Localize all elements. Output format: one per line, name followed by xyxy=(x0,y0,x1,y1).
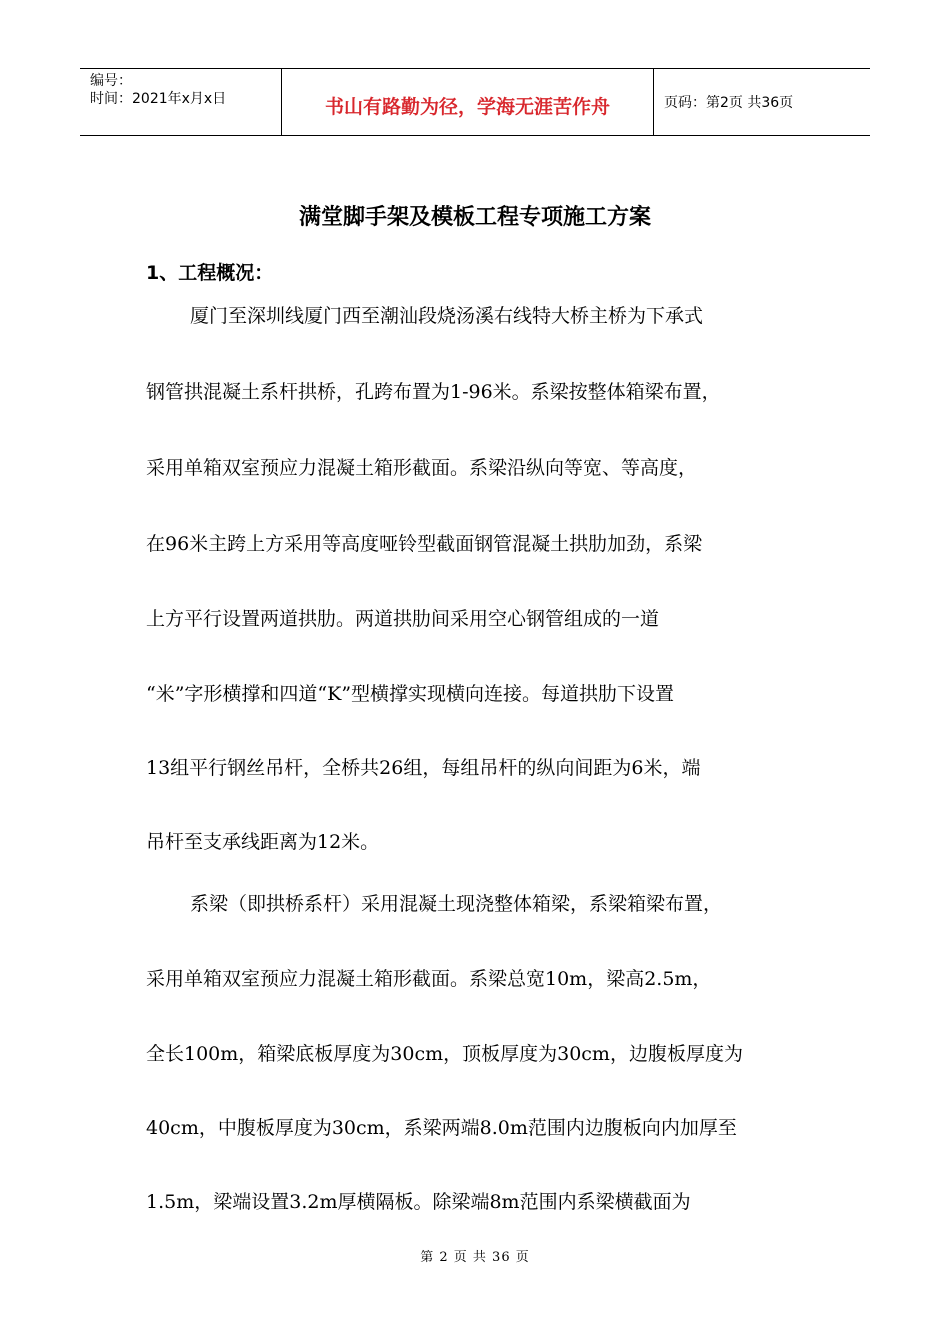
document-time-label: 时间：2021年x月x日 xyxy=(90,91,227,107)
body-line: 钢管拱混凝土系杆拱桥，孔跨布置为1-96米。系梁按整体箱梁布置， xyxy=(146,381,721,403)
body-line: 系梁（即拱桥系杆）采用混凝土现浇整体箱梁，系梁箱梁布置， xyxy=(190,893,723,915)
document-number-label: 编号： xyxy=(90,73,132,89)
section-heading: 1、工程概况： xyxy=(146,262,274,284)
body-line: 40cm，中腹板厚度为30cm，系梁两端8.0m范围内边腹板向内加厚至 xyxy=(146,1117,737,1139)
header-meta-cell xyxy=(80,69,282,135)
body-line: 在96米主跨上方采用等高度哑铃型截面钢管混凝土拱肋加劲，系梁 xyxy=(146,533,703,555)
body-line: 1.5m，梁端设置3.2m厚横隔板。除梁端8m范围内系梁横截面为 xyxy=(146,1191,691,1213)
header-table xyxy=(80,68,870,136)
header-motto: 书山有路勤为径，学海无涯苦作舟 xyxy=(282,69,654,135)
document-title: 满堂脚手架及模板工程专项施工方案 xyxy=(298,205,651,230)
body-line: 13组平行钢丝吊杆，全桥共26组，每组吊杆的纵向间距为6米，端 xyxy=(146,757,701,779)
body-line: 采用单箱双室预应力混凝土箱形截面。系梁总宽10m，梁高2.5m， xyxy=(146,968,712,990)
header-page-info: 页码：第2页 共36页 xyxy=(664,95,794,111)
body-line: 全长100m，箱梁底板厚度为30cm，顶板厚度为30cm，边腹板厚度为 xyxy=(146,1043,743,1065)
body-line: 上方平行设置两道拱肋。两道拱肋间采用空心钢管组成的一道 xyxy=(146,608,660,630)
page-footer: 第 2 页 共 36 页 xyxy=(420,1250,530,1265)
body-line: 厦门至深圳线厦门西至潮汕段烧汤溪右线特大桥主桥为下承式 xyxy=(190,305,704,327)
body-line: “米”字形横撑和四道“K”型横撑实现横向连接。每道拱肋下设置 xyxy=(146,683,675,705)
body-line: 采用单箱双室预应力混凝土箱形截面。系梁沿纵向等宽、等高度， xyxy=(146,457,698,479)
body-line: 吊杆至支承线距离为12米。 xyxy=(146,831,380,853)
